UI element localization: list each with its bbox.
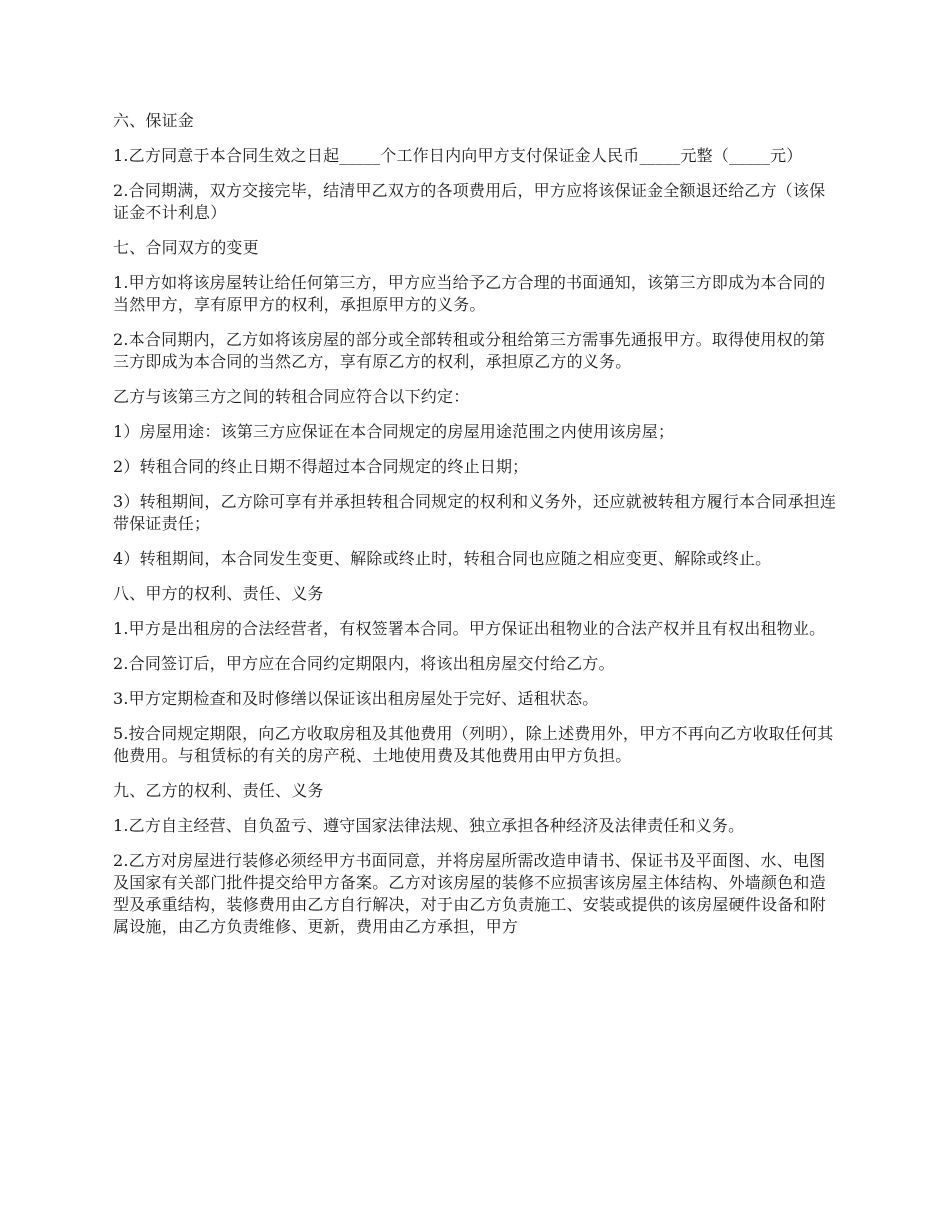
paragraph: 2.乙方对房屋进行装修必须经甲方书面同意，并将房屋所需改造申请书、保证书及平面图、水、电图及国家有关部门批件提交给甲方备案。乙方对该房屋的装修不应损害该房屋主体结构、外墙颜色和造型及承重结构，装修费用由乙方自行解决，对于由乙方负责施工、安装或提供的该房屋硬件设备和附属设施，由乙方负责维修、更新，费用由乙方承担，甲方 — [113, 851, 826, 936]
paragraph: 2）转租合同的终止日期不得超过本合同规定的终止日期； — [113, 457, 529, 476]
paragraph: 1.乙方同意于本合同生效之日起_____个工作日内向甲方支付保证金人民币_____元整（_____元） — [113, 146, 803, 165]
paragraph: 1.甲方是出租房的合法经营者，有权签署本合同。甲方保证出租物业的合法产权并且有权出租物业。 — [113, 619, 826, 638]
paragraph: 5.按合同规定期限，向乙方收取房租及其他费用（列明），除上述费用外，甲方不再向乙方收取任何其他费用。与租赁标的有关的房产税、土地使用费及其他费用由甲方负担。 — [113, 724, 834, 765]
section-heading-deposit: 六、保证金 — [113, 111, 195, 130]
paragraph: 1.乙方自主经营、自负盈亏、遵守国家法律法规、独立承担各种经济及法律责任和义务。 — [113, 816, 745, 835]
document-page — [113, 110, 838, 951]
paragraph: 2.合同期满，双方交接完毕，结清甲乙双方的各项费用后，甲方应将该保证金全额退还给乙方（该保证金不计利息） — [113, 181, 826, 222]
paragraph: 乙方与该第三方之间的转租合同应符合以下约定： — [113, 387, 470, 406]
paragraph: 3.甲方定期检查和及时修缮以保证该出租房屋处于完好、适租状态。 — [113, 689, 599, 708]
paragraph: 3）转租期间，乙方除可享有并承担转租合同规定的权利和义务外，还应就被转租方履行本合同承担连带保证责任； — [113, 492, 837, 533]
section-heading-party-b-rights: 九、乙方的权利、责任、义务 — [113, 781, 324, 800]
paragraph: 1）房屋用途：该第三方应保证在本合同规定的房屋用途范围之内使用该房屋； — [113, 422, 675, 441]
paragraph: 2.本合同期内，乙方如将该房屋的部分或全部转租或分租给第三方需事先通报甲方。取得使用权的第三方即成为本合同的当然乙方，享有原乙方的权利，承担原乙方的义务。 — [113, 330, 826, 371]
paragraph: 4）转租期间，本合同发生变更、解除或终止时，转租合同也应随之相应变更、解除或终止。 — [113, 549, 772, 568]
section-heading-party-a-rights: 八、甲方的权利、责任、义务 — [113, 584, 324, 603]
section-heading-contract-changes: 七、合同双方的变更 — [113, 238, 259, 257]
paragraph: 2.合同签订后，甲方应在合同约定期限内，将该出租房屋交付给乙方。 — [113, 654, 615, 673]
paragraph: 1.甲方如将该房屋转让给任何第三方，甲方应当给予乙方合理的书面通知，该第三方即成为本合同的当然甲方，享有原甲方的权利，承担原甲方的义务。 — [113, 273, 826, 314]
